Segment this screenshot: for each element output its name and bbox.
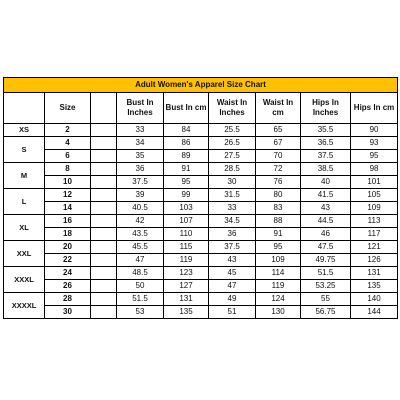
hips-cm-value: 131 bbox=[351, 267, 398, 280]
bust-inches-value: 39 bbox=[117, 189, 164, 202]
header-waist-cm-line2: cm bbox=[272, 108, 284, 117]
hips-inches-value: 55 bbox=[301, 293, 351, 306]
spacer-cell bbox=[91, 124, 117, 137]
waist-inches-value: 28.5 bbox=[209, 163, 256, 176]
bust-cm-value: 127 bbox=[164, 280, 209, 293]
bust-inches-value: 42 bbox=[117, 215, 164, 228]
waist-inches-value: 31.5 bbox=[209, 189, 256, 202]
waist-cm-value: 109 bbox=[256, 254, 301, 267]
hips-cm-value: 90 bbox=[351, 124, 398, 137]
waist-inches-value: 36 bbox=[209, 228, 256, 241]
size-value: 26 bbox=[45, 280, 91, 293]
bust-inches-value: 40.5 bbox=[117, 202, 164, 215]
waist-inches-value: 43 bbox=[209, 254, 256, 267]
hips-inches-value: 43 bbox=[301, 202, 351, 215]
bust-cm-value: 89 bbox=[164, 150, 209, 163]
hips-inches-value: 37.5 bbox=[301, 150, 351, 163]
header-hips-inches-line1: Hips In bbox=[312, 97, 339, 107]
hips-cm-value: 105 bbox=[351, 189, 398, 202]
spacer-cell bbox=[91, 254, 117, 267]
header-waist-cm-line1: Waist In bbox=[262, 97, 294, 107]
table-row bbox=[4, 202, 398, 215]
table-row bbox=[4, 228, 398, 241]
waist-inches-value: 45 bbox=[209, 267, 256, 280]
hips-inches-value: 49.75 bbox=[301, 254, 351, 267]
spacer-cell bbox=[91, 189, 117, 202]
chart-title: Adult Women's Apparel Size Chart bbox=[4, 78, 398, 93]
hips-cm-value: 113 bbox=[351, 215, 398, 228]
waist-inches-value: 25.5 bbox=[209, 124, 256, 137]
bust-cm-value: 119 bbox=[164, 254, 209, 267]
waist-cm-value: 72 bbox=[256, 163, 301, 176]
table-row bbox=[4, 176, 398, 189]
bust-cm-value: 135 bbox=[164, 306, 209, 319]
bust-cm-value: 84 bbox=[164, 124, 209, 137]
bust-inches-value: 50 bbox=[117, 280, 164, 293]
waist-cm-value: 70 bbox=[256, 150, 301, 163]
bust-inches-value: 51.5 bbox=[117, 293, 164, 306]
waist-inches-value: 51 bbox=[209, 306, 256, 319]
size-label-cell: XL bbox=[4, 215, 45, 241]
size-value: 6 bbox=[45, 150, 91, 163]
hips-inches-value: 47.5 bbox=[301, 241, 351, 254]
hips-cm-value: 126 bbox=[351, 254, 398, 267]
size-label-cell: L bbox=[4, 189, 45, 215]
waist-cm-value: 124 bbox=[256, 293, 301, 306]
table-row bbox=[4, 189, 398, 202]
header-spacer bbox=[91, 93, 117, 124]
size-value: 18 bbox=[45, 228, 91, 241]
bust-cm-value: 99 bbox=[164, 189, 209, 202]
size-value: 24 bbox=[45, 267, 91, 280]
hips-cm-value: 117 bbox=[351, 228, 398, 241]
header-hips-cm: Hips In cm bbox=[351, 93, 398, 124]
spacer-cell bbox=[91, 176, 117, 189]
hips-inches-value: 38.5 bbox=[301, 163, 351, 176]
spacer-cell bbox=[91, 280, 117, 293]
size-label-cell: XS bbox=[4, 124, 45, 137]
table-row bbox=[4, 137, 398, 150]
header-bust-inches-line1: Bust In bbox=[126, 97, 154, 107]
spacer-cell bbox=[91, 150, 117, 163]
size-value: 22 bbox=[45, 254, 91, 267]
bust-inches-value: 47 bbox=[117, 254, 164, 267]
hips-inches-value: 44.5 bbox=[301, 215, 351, 228]
spacer-cell bbox=[91, 241, 117, 254]
waist-cm-value: 91 bbox=[256, 228, 301, 241]
bust-inches-value: 33 bbox=[117, 124, 164, 137]
table-row bbox=[4, 241, 398, 254]
size-label-cell: XXL bbox=[4, 241, 45, 267]
header-bust-cm: Bust In cm bbox=[164, 93, 209, 124]
waist-cm-value: 130 bbox=[256, 306, 301, 319]
hips-cm-value: 109 bbox=[351, 202, 398, 215]
spacer-cell bbox=[91, 306, 117, 319]
table-row bbox=[4, 267, 398, 280]
size-value: 2 bbox=[45, 124, 91, 137]
header-waist-inches bbox=[209, 93, 256, 124]
bust-cm-value: 103 bbox=[164, 202, 209, 215]
waist-inches-value: 26.5 bbox=[209, 137, 256, 150]
header-bust-inches bbox=[117, 93, 164, 124]
hips-cm-value: 144 bbox=[351, 306, 398, 319]
header-bust-inches-line2: Inches bbox=[127, 108, 153, 117]
bust-cm-value: 131 bbox=[164, 293, 209, 306]
hips-inches-value: 51.5 bbox=[301, 267, 351, 280]
bust-inches-value: 37.5 bbox=[117, 176, 164, 189]
hips-inches-value: 53.25 bbox=[301, 280, 351, 293]
size-value: 20 bbox=[45, 241, 91, 254]
size-label-cell: M bbox=[4, 163, 45, 189]
bust-inches-value: 53 bbox=[117, 306, 164, 319]
spacer-cell bbox=[91, 137, 117, 150]
size-value: 8 bbox=[45, 163, 91, 176]
spacer-cell bbox=[91, 215, 117, 228]
waist-cm-value: 67 bbox=[256, 137, 301, 150]
size-value: 28 bbox=[45, 293, 91, 306]
table-row bbox=[4, 163, 398, 176]
waist-cm-value: 83 bbox=[256, 202, 301, 215]
size-chart-table bbox=[3, 77, 398, 319]
header-waist-inches-line2: Inches bbox=[219, 108, 245, 117]
bust-cm-value: 86 bbox=[164, 137, 209, 150]
spacer-cell bbox=[91, 163, 117, 176]
header-waist-inches-line1: Waist In bbox=[216, 97, 248, 107]
bust-cm-value: 95 bbox=[164, 176, 209, 189]
hips-cm-value: 101 bbox=[351, 176, 398, 189]
waist-cm-value: 65 bbox=[256, 124, 301, 137]
bust-inches-value: 43.5 bbox=[117, 228, 164, 241]
hips-inches-value: 41.5 bbox=[301, 189, 351, 202]
waist-cm-value: 88 bbox=[256, 215, 301, 228]
header-size: Size bbox=[45, 93, 91, 124]
hips-inches-value: 36.5 bbox=[301, 137, 351, 150]
bust-inches-value: 45.5 bbox=[117, 241, 164, 254]
table-row bbox=[4, 215, 398, 228]
hips-cm-value: 121 bbox=[351, 241, 398, 254]
waist-cm-value: 80 bbox=[256, 189, 301, 202]
waist-cm-value: 114 bbox=[256, 267, 301, 280]
waist-inches-value: 47 bbox=[209, 280, 256, 293]
size-value: 4 bbox=[45, 137, 91, 150]
table-row bbox=[4, 254, 398, 267]
size-value: 14 bbox=[45, 202, 91, 215]
size-value: 30 bbox=[45, 306, 91, 319]
hips-inches-value: 40 bbox=[301, 176, 351, 189]
bust-cm-value: 91 bbox=[164, 163, 209, 176]
bust-cm-value: 123 bbox=[164, 267, 209, 280]
hips-cm-value: 93 bbox=[351, 137, 398, 150]
header-hips-inches bbox=[301, 93, 351, 124]
hips-inches-value: 56.75 bbox=[301, 306, 351, 319]
bust-inches-value: 34 bbox=[117, 137, 164, 150]
bust-cm-value: 107 bbox=[164, 215, 209, 228]
hips-cm-value: 135 bbox=[351, 280, 398, 293]
waist-inches-value: 34.5 bbox=[209, 215, 256, 228]
size-label-cell: XXXL bbox=[4, 267, 45, 293]
title-row bbox=[4, 78, 398, 93]
hips-inches-value: 46 bbox=[301, 228, 351, 241]
spacer-cell bbox=[91, 293, 117, 306]
waist-inches-value: 33 bbox=[209, 202, 256, 215]
size-label-cell: XXXXL bbox=[4, 293, 45, 319]
waist-inches-value: 27.5 bbox=[209, 150, 256, 163]
waist-cm-value: 95 bbox=[256, 241, 301, 254]
table-row bbox=[4, 280, 398, 293]
size-value: 16 bbox=[45, 215, 91, 228]
bust-inches-value: 35 bbox=[117, 150, 164, 163]
header-row bbox=[4, 93, 398, 124]
bust-inches-value: 36 bbox=[117, 163, 164, 176]
waist-inches-value: 37.5 bbox=[209, 241, 256, 254]
hips-cm-value: 95 bbox=[351, 150, 398, 163]
size-value: 12 bbox=[45, 189, 91, 202]
waist-inches-value: 30 bbox=[209, 176, 256, 189]
header-waist-cm bbox=[256, 93, 301, 124]
hips-cm-value: 140 bbox=[351, 293, 398, 306]
hips-inches-value: 35.5 bbox=[301, 124, 351, 137]
table-row bbox=[4, 306, 398, 319]
bust-cm-value: 110 bbox=[164, 228, 209, 241]
size-label-cell: S bbox=[4, 137, 45, 163]
hips-cm-value: 98 bbox=[351, 163, 398, 176]
waist-cm-value: 119 bbox=[256, 280, 301, 293]
waist-cm-value: 76 bbox=[256, 176, 301, 189]
table-row bbox=[4, 293, 398, 306]
table-row bbox=[4, 124, 398, 137]
header-hips-inches-line2: Inches bbox=[312, 108, 339, 117]
size-value: 10 bbox=[45, 176, 91, 189]
spacer-cell bbox=[91, 202, 117, 215]
spacer-cell bbox=[91, 228, 117, 241]
bust-inches-value: 48.5 bbox=[117, 267, 164, 280]
waist-inches-value: 49 bbox=[209, 293, 256, 306]
table-row bbox=[4, 150, 398, 163]
bust-cm-value: 115 bbox=[164, 241, 209, 254]
spacer-cell bbox=[91, 267, 117, 280]
header-blank bbox=[4, 93, 45, 124]
